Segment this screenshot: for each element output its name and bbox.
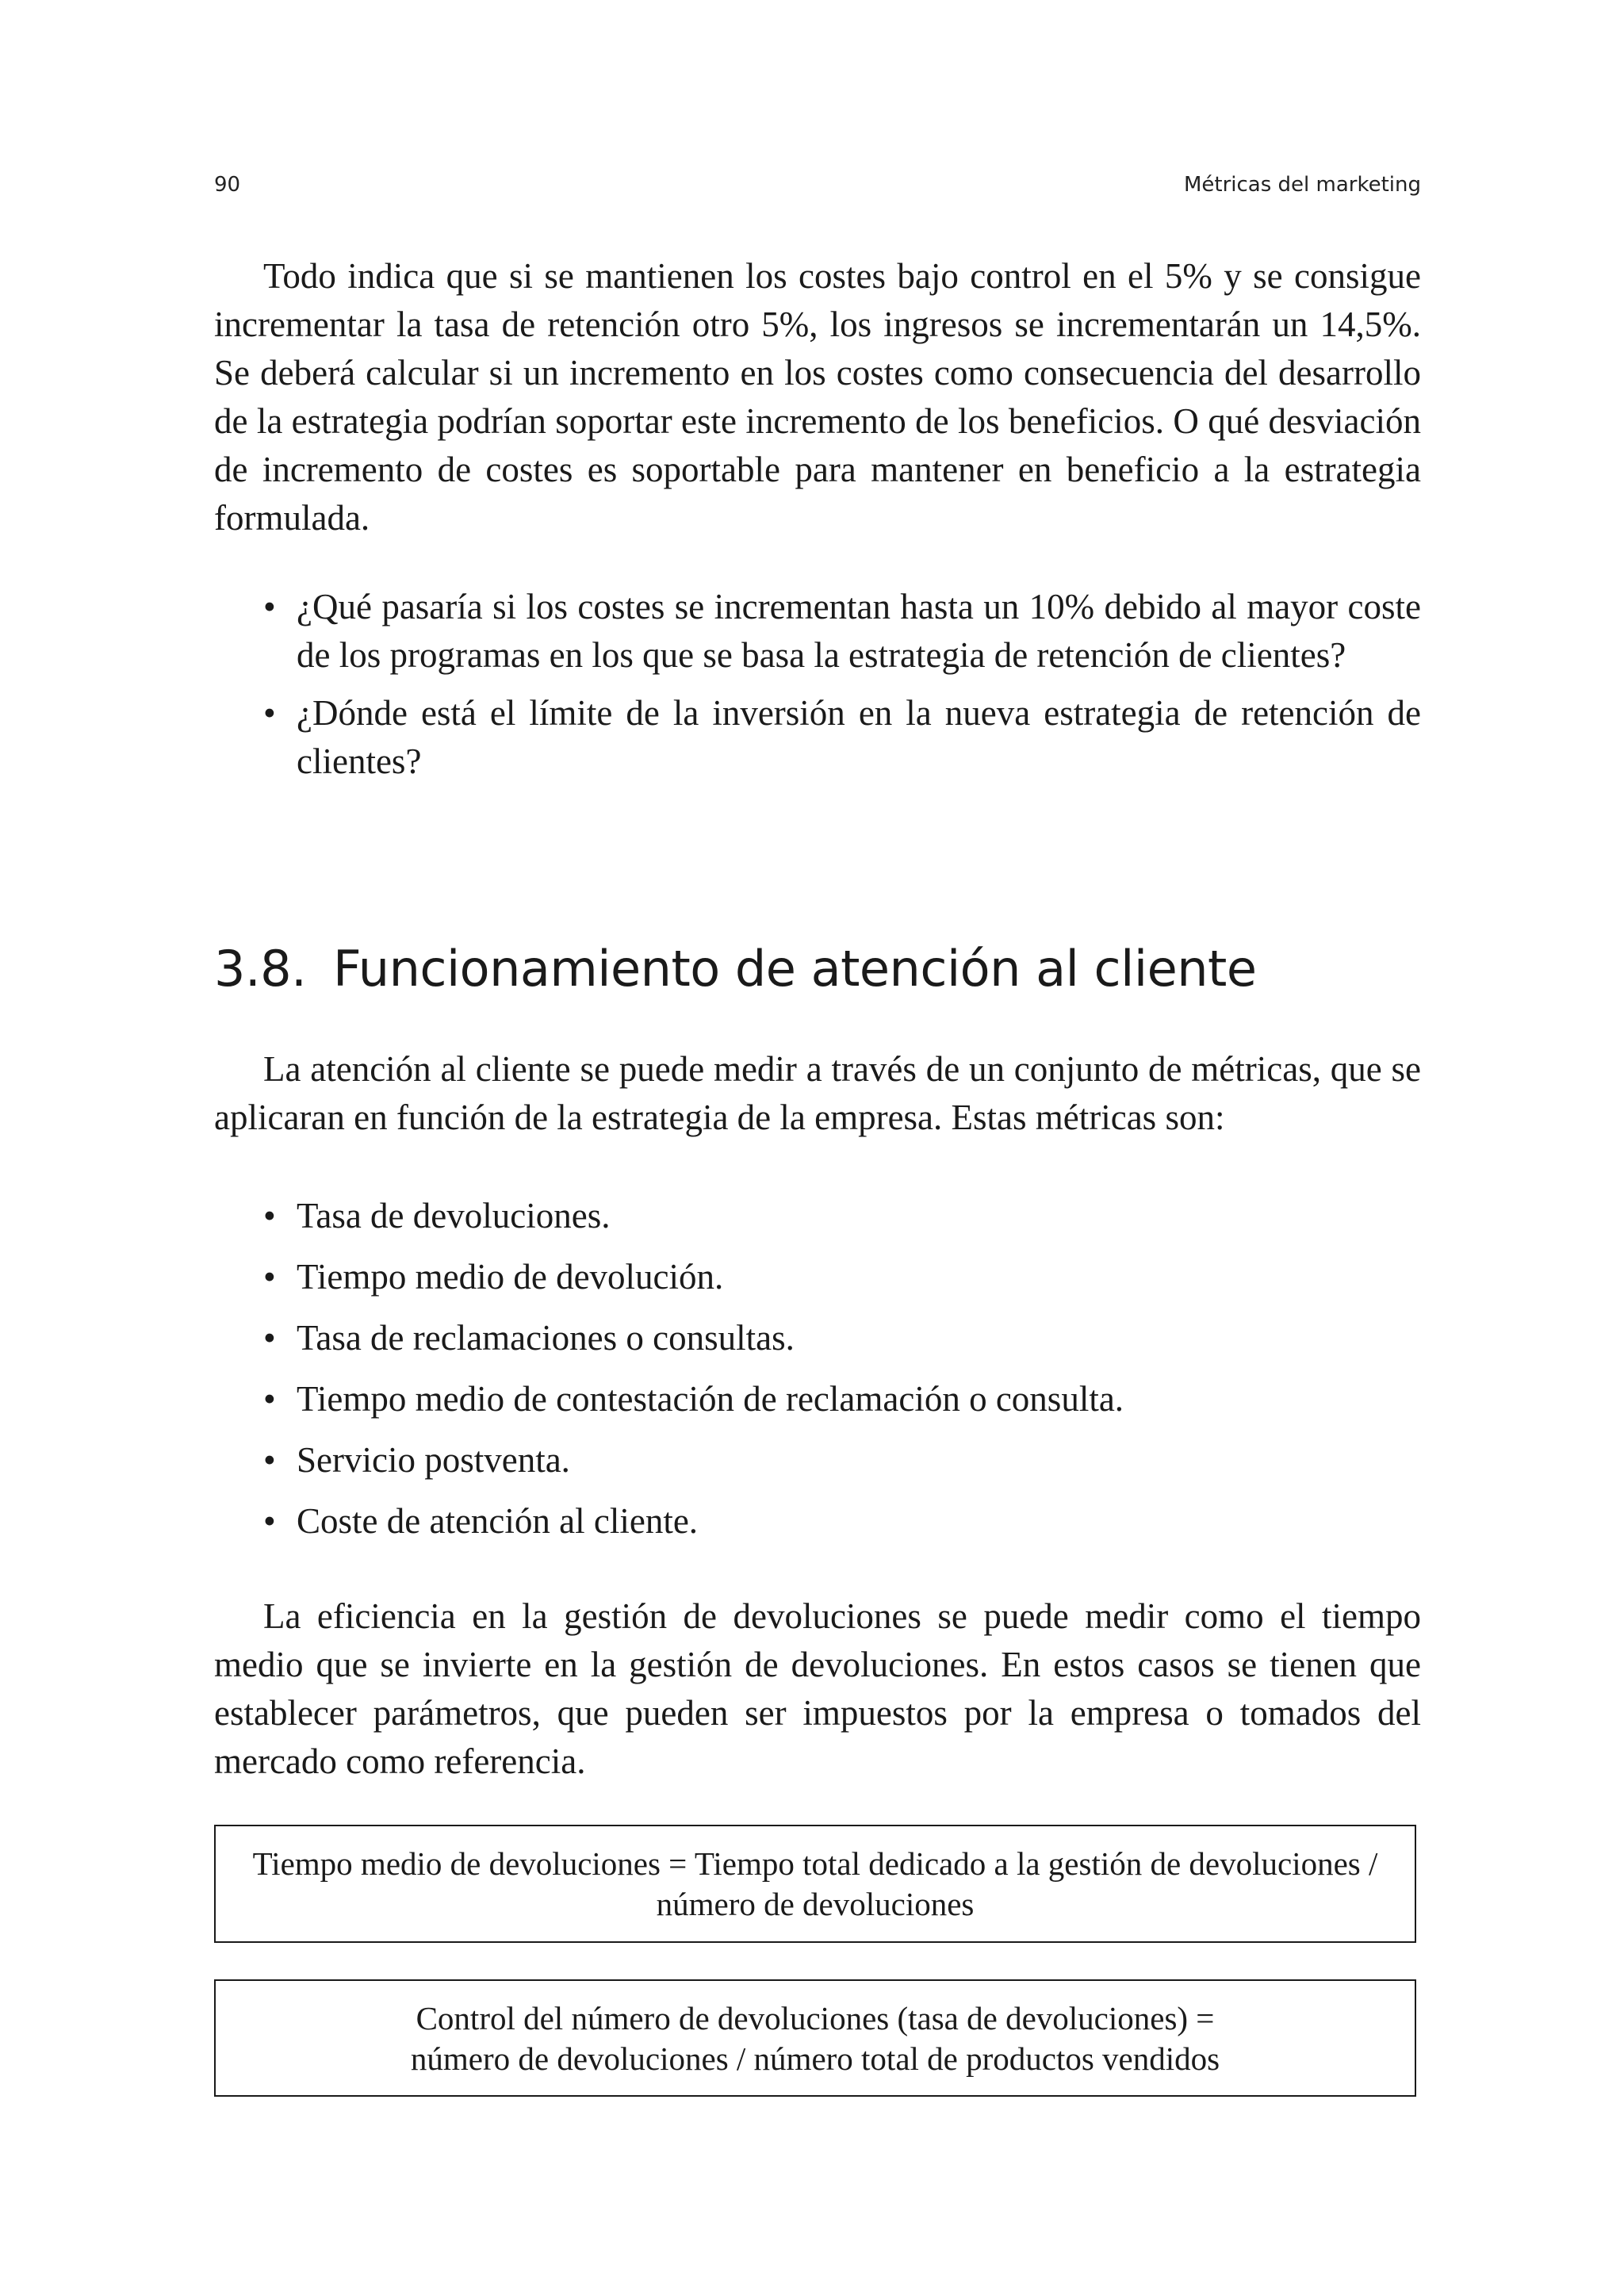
list-item-text: Tiempo medio de devolución. xyxy=(297,1257,724,1297)
section-number: 3.8. xyxy=(214,940,307,998)
list-item xyxy=(214,1314,1421,1362)
list-item-text: Tasa de reclamaciones o consultas. xyxy=(297,1318,795,1358)
question-list xyxy=(214,583,1421,786)
bullet-icon: • xyxy=(263,1501,276,1541)
section-heading xyxy=(214,940,1421,998)
bullet-icon: • xyxy=(263,587,276,626)
formula-line: Control del número de devoluciones (tasa de devoluciones) = xyxy=(416,2000,1215,2036)
bullet-icon: • xyxy=(263,693,276,733)
list-item xyxy=(214,1497,1421,1546)
list-item-text: Tiempo medio de contestación de reclamación o consulta. xyxy=(297,1379,1124,1419)
bullet-icon: • xyxy=(263,1196,276,1236)
paragraph: La eficiencia en la gestión de devoluciones se puede medir como el tiempo medio que se invierte en la gestión de devoluciones. En estos casos se tienen que establecer parámetros, que pueden ser impuestos por la empresa o tomados del mercado como referencia. xyxy=(214,1596,1421,1781)
returns-paragraph-block xyxy=(214,1592,1421,1786)
question-list-block xyxy=(214,583,1421,795)
running-title: Métricas del marketing xyxy=(1183,173,1421,197)
section-intro-block xyxy=(214,1045,1421,1142)
list-item xyxy=(214,1192,1421,1240)
list-item xyxy=(214,1375,1421,1423)
list-item-text: Servicio postventa. xyxy=(297,1440,570,1480)
metrics-list-block xyxy=(214,1192,1421,1558)
formula-box-return-rate xyxy=(214,1979,1416,2097)
list-item-text: Coste de atención al cliente. xyxy=(297,1501,699,1541)
formula-line: Tiempo medio de devoluciones = Tiempo total dedicado a la gestión de devoluciones / xyxy=(252,1845,1378,1882)
list-item-text: ¿Qué pasaría si los costes se incrementan hasta un 10% debido al mayor coste de los programas en los que se basa la estrategia de retención de clientes? xyxy=(297,587,1421,675)
list-item-text: Tasa de devoluciones. xyxy=(297,1196,611,1236)
formula-box-average-return-time xyxy=(214,1825,1416,1943)
formula-line: número de devoluciones xyxy=(656,1886,975,1922)
bullet-icon: • xyxy=(263,1318,276,1358)
bullet-icon: • xyxy=(263,1257,276,1297)
paragraph: La atención al cliente se puede medir a través de un conjunto de métricas, que se aplicaran en función de la estrategia de la empresa. Estas métricas son: xyxy=(214,1049,1421,1137)
list-item xyxy=(214,689,1421,786)
running-header xyxy=(214,173,1421,205)
list-item xyxy=(214,1253,1421,1301)
list-item-text: ¿Dónde está el límite de la inversión en la nueva estrategia de retención de clientes? xyxy=(297,693,1421,781)
formula-line: número de devoluciones / número total de productos vendidos xyxy=(410,2040,1220,2077)
list-item xyxy=(214,1436,1421,1485)
bullet-icon: • xyxy=(263,1379,276,1419)
section-title: Funcionamiento de atención al cliente xyxy=(333,940,1257,998)
metrics-list xyxy=(214,1192,1421,1546)
intro-paragraph-block xyxy=(214,252,1421,542)
paragraph: Todo indica que si se mantienen los costes bajo control en el 5% y se consigue incrementar la tasa de retención otro 5%, los ingresos se incrementarán un 14,5%. Se deberá calcular si un incremento en los costes como consecuencia del desarrollo de la estrategia podrían soportar este incremento de los beneficios. O qué desviación de incremento de costes es soportable para mantener en beneficio a la estrategia formulada. xyxy=(214,256,1421,538)
page-number: 90 xyxy=(214,173,241,197)
bullet-icon: • xyxy=(263,1440,276,1480)
list-item xyxy=(214,583,1421,680)
